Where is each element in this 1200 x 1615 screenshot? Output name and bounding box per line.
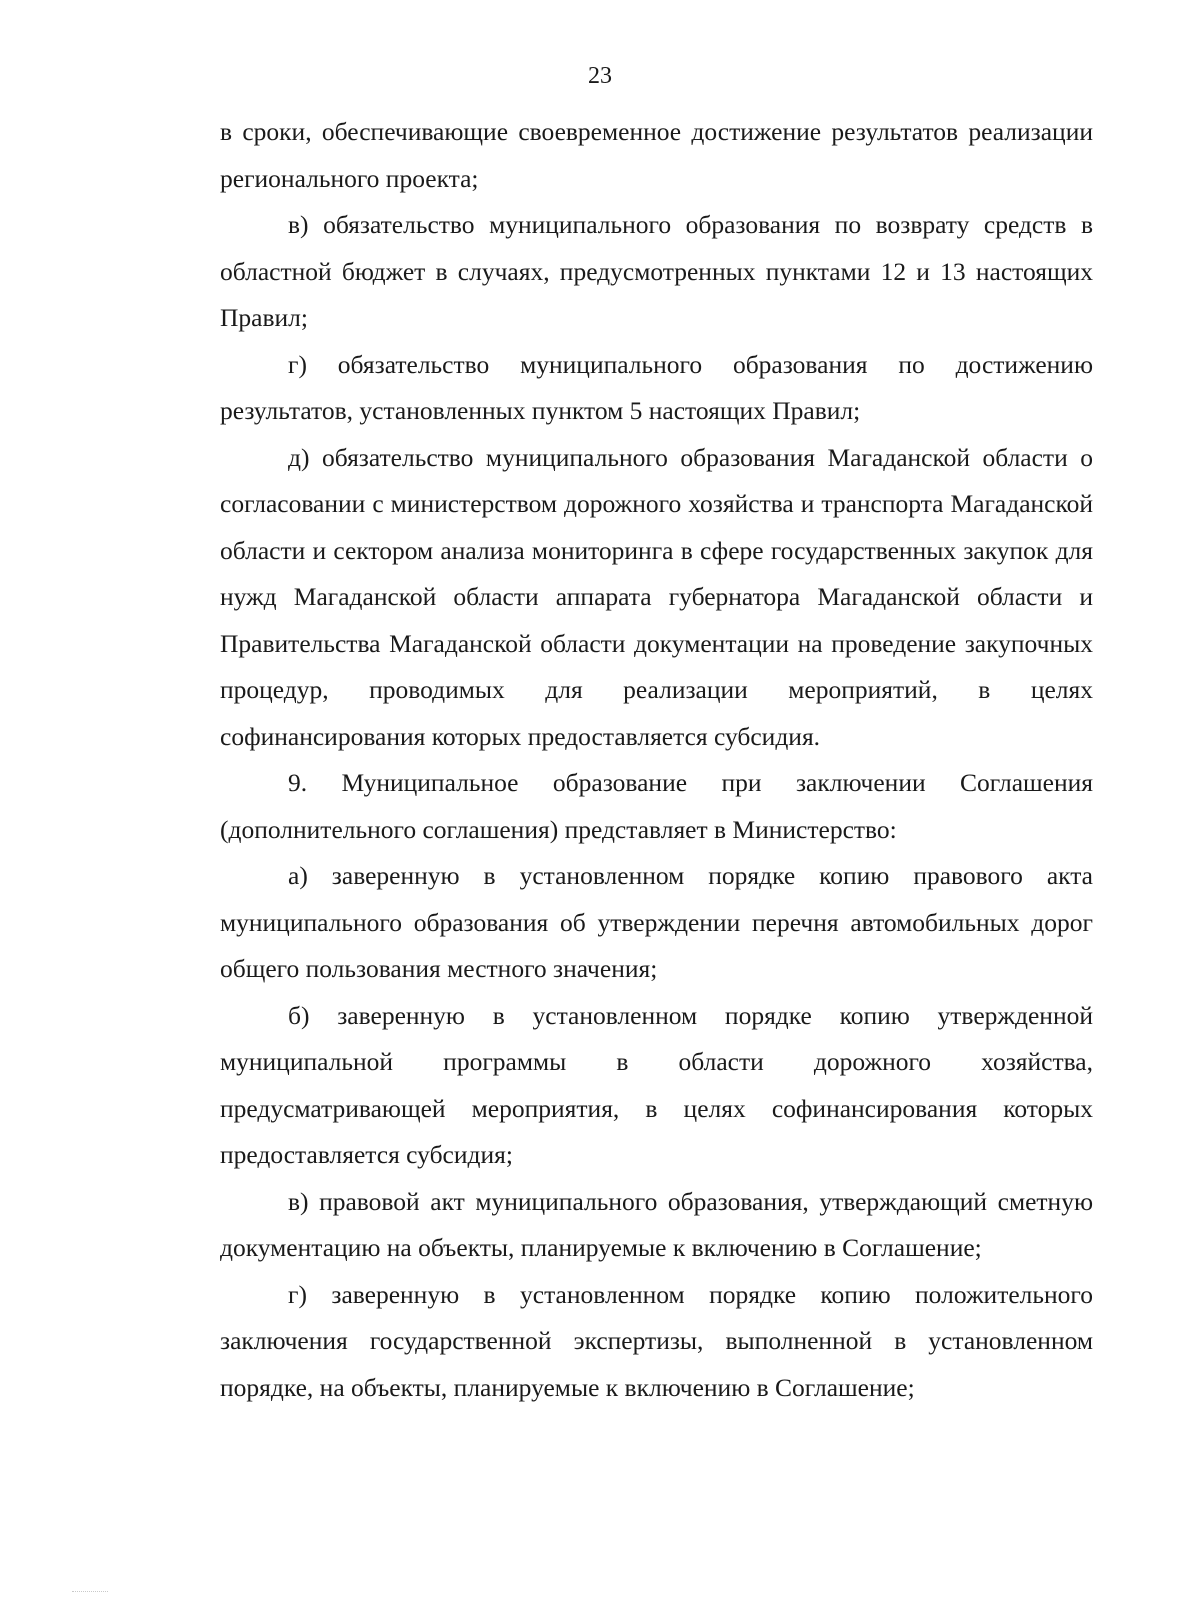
- document-body: [220, 109, 1093, 1411]
- scan-artifact: [72, 1591, 108, 1593]
- paragraph-item-b: б) заверенную в установленном порядке копию утвержденной муниципальной программы в области дорожного хозяйства, предусматривающей мероприятия, в целях софинансирования которых предоставляется субсидия;: [220, 1000, 1093, 1169]
- paragraph-item-g-2: г) заверенную в установленном порядке копию положительного заключения государственной экспертизы, выполненной в установленном порядке, на объекты, планируемые к включению в Соглашение;: [220, 1279, 1093, 1402]
- paragraph-item-v: в) обязательство муниципального образования по возврату средств в областной бюджет в случаях, предусмотренных пунктами 12 и 13 настоящих Правил;: [220, 210, 1093, 332]
- paragraph-clause-9: 9. Муниципальное образование при заключении Соглашения (дополнительного соглашения) представляет в Министерство:: [220, 768, 1093, 844]
- paragraph-item-v-2: в) правовой акт муниципального образования, утверждающий сметную документацию на объекты, планируемые к включению в Соглашение;: [220, 1186, 1093, 1262]
- paragraph-continuation: в сроки, обеспечивающие своевременное достижение результатов реализации регионального проекта;: [220, 117, 1093, 193]
- paragraph-item-a: а) заверенную в установленном порядке копию правового акта муниципального образования об утверждении перечня автомобильных дорог общего пользования местного значения;: [220, 861, 1093, 983]
- page-number: 23: [588, 63, 612, 89]
- paragraph-item-d: д) обязательство муниципального образования Магаданской области о согласовании с министерством дорожного хозяйства и транспорта Магаданской области и сектором анализа мониторинга в сфере государственных закупок для нужд Магаданской области аппарата губернатора Магаданской области и Правительства Магаданской области документации на проведение закупочных процедур, проводимых для реализации мероприятий, в целях софинансирования которых предоставляется субсидия.: [220, 442, 1093, 751]
- paragraph-item-g: г) обязательство муниципального образования по достижению результатов, установленных пунктом 5 настоящих Правил;: [220, 349, 1093, 425]
